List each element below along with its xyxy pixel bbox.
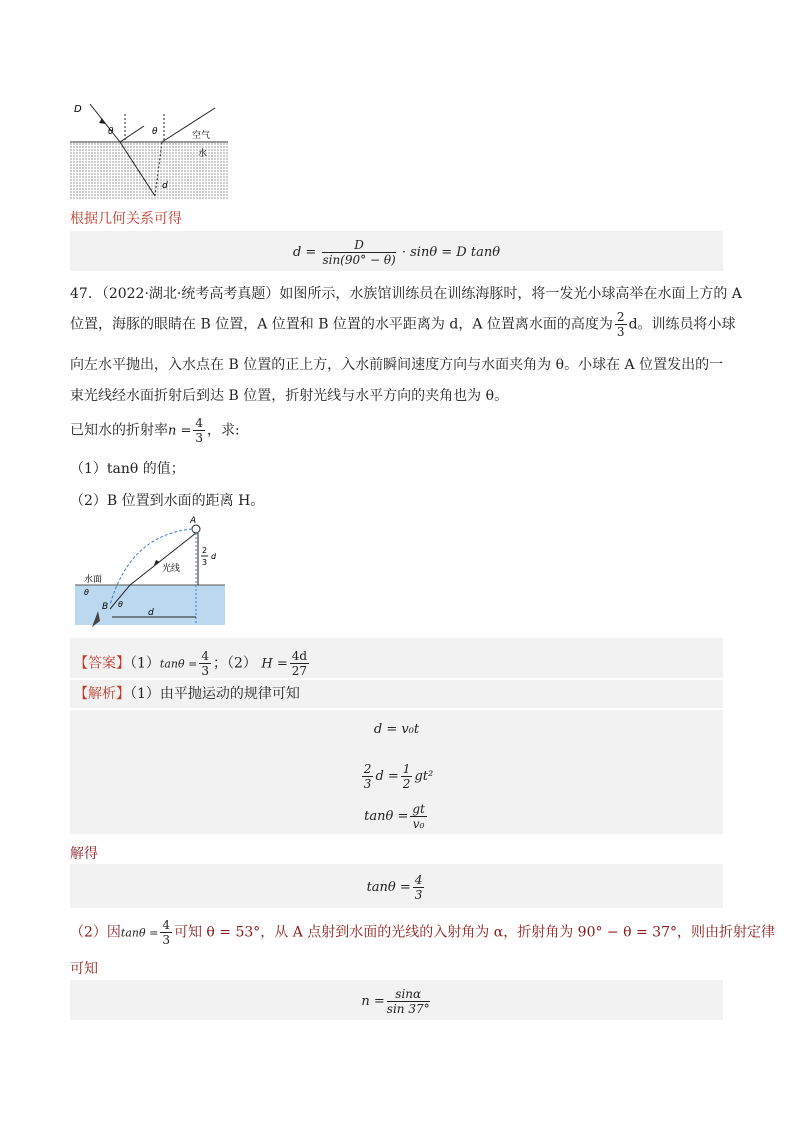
solve-heading: 解得 (70, 846, 98, 862)
label-D: D (74, 104, 82, 115)
equation-box-2: d = v₀t $\frac{2}{3}$ d = $\frac{1}{2}$ gt² tanθ = $\frac{gt}{\text{v₀}}$ (70, 710, 723, 834)
question-line-5: 已知水的折射率n = $\frac{4}{3}$ ，求: (70, 416, 240, 445)
label-theta-1: θ (108, 127, 114, 137)
label-d-side: d (211, 552, 217, 561)
label-water: 水 (198, 149, 208, 159)
equation-box-3: tanθ = $\frac{4}{3}$ (70, 864, 723, 908)
sub-question-1: （1）tanθ 的值； (70, 461, 185, 477)
label-d: d (148, 608, 154, 618)
label-air: 空气 (192, 131, 211, 141)
label-surface: 水面 (84, 575, 103, 585)
part2-line-1: （2）因tanθ = $\frac{4}{3}$ 可知 θ = 53°，从 A 点射到水面的光线的入射角为 α，折射角为 90° − θ = 37°，则由折射定律 (70, 918, 775, 947)
answer-box: 【答案】（1）tanθ = $\frac{4}{3}$ ；（2） H = $\frac{4d}{27}$ (70, 638, 723, 678)
label-theta-2: θ (152, 127, 158, 137)
label-B: B (102, 602, 109, 612)
equation-box-1: d = $\frac{D}{\sin(90^\circ - \theta)}$ · sinθ = D tanθ (70, 231, 723, 271)
label-2: 2 (202, 546, 208, 555)
label-3: 3 (202, 558, 208, 567)
question-line-1: 47．（2022·湖北·统考高考真题）如图所示，水族馆训练员在训练海豚时，将一发光小球高举在水面上方的 A (70, 286, 742, 302)
geometry-heading: 根据几何关系可得 (70, 211, 182, 227)
question-line-4: 束光线经水面折射后到达 B 位置，折射光线与水平方向的夹角也为 θ。 (70, 388, 509, 404)
equation-box-4: n = $\frac{\sin\alpha}{\sin 37^\circ}$ (70, 980, 723, 1020)
sub-question-2: （2）B 位置到水面的距离 H。 (70, 493, 265, 509)
label-d: d (162, 181, 168, 191)
label-theta-b: θ (118, 600, 123, 609)
part2-line-2: 可知 (70, 961, 98, 977)
label-theta-a: θ (84, 588, 89, 597)
dolphin-figure (70, 515, 230, 635)
label-light: 光线 (162, 564, 181, 574)
question-line-2: 位置，海豚的眼睛在 B 位置，A 位置和 B 位置的水平距离为 d，A 位置离水面的高度为 $\frac{2}{3}$ d。训练员将小球 (70, 310, 736, 339)
refraction-figure (70, 98, 230, 200)
label-A: A (190, 516, 197, 526)
analysis-box: 【解析】（1）由平抛运动的规律可知 (70, 680, 723, 708)
question-line-3: 向左水平抛出，入水点在 B 位置的正上方，入水前瞬间速度方向与水面夹角为 θ。小球在 A 位置发出的一 (70, 357, 724, 373)
